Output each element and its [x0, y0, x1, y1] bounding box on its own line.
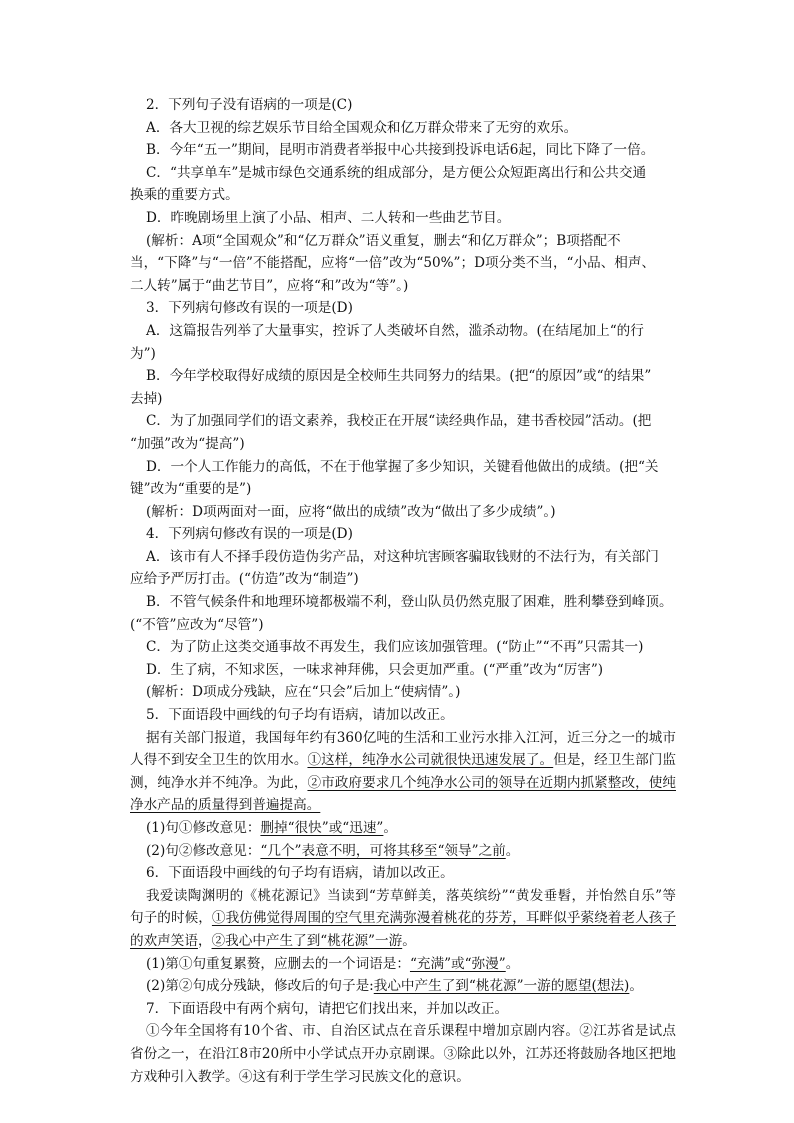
q6-answer-2-end: 。	[629, 978, 643, 995]
q7-stem: 7．下面语段中有两个病句，请把它们找出来，并加以改正。	[146, 1000, 509, 1017]
q5-underlined-sentence-1: ①这样，纯净水公司就很快迅速发展了。	[307, 752, 554, 769]
q3-option-b-line2: 去掉)	[130, 390, 163, 407]
q2-explanation-line1: (解析：A项“全国观众”和“亿万群众”语义重复，删去“和亿万群众”；B项搭配不	[146, 232, 621, 249]
q3-option-d-line2: 键”改为“重要的是”)	[130, 481, 252, 498]
q4-option-a-line2: 应给予严厉打击。(“仿造”改为“制造”)	[130, 571, 359, 588]
q6-passage-text-b: ，	[197, 932, 212, 949]
q3-option-b-line1: B．今年学校取得好成绩的原因是全校师生共同努力的结果。(把“的原因”或“的结果”	[146, 368, 652, 385]
q3-option-a-line2: 为”)	[130, 345, 156, 362]
q6-answer-1	[130, 953, 676, 976]
q6-answer-2-label: (2)第②句成分残缺，修改后的句子是:	[146, 978, 374, 995]
q2-stem: 2．下列句子没有语病的一项是(C)	[146, 97, 353, 113]
q2-option-d: D．昨晚剧场里上演了小品、相声、二人转和一些曲艺节目。	[146, 209, 511, 226]
q6-passage-text-c: 。	[402, 932, 416, 949]
q7-passage: ①今年全国将有10个省、市、自治区试点在音乐课程中增加京剧内容。②江苏省是试点省份之一，在沿江8市20所中小学试点开办京剧课。③除此以外，江苏还将鼓励各地区把地方戏种引入教学。④这有利于学生学习民族文化的意识。	[130, 1023, 676, 1085]
q3-option-d-line1: D．一个人工作能力的高低，不在于他掌握了多少知识，关键看他做出的成绩。(把“关	[146, 458, 659, 475]
q6-answer-1-end: 。	[505, 955, 520, 972]
q5-answer-2-text: “几个”表意不明，可将其移至“领导”之前	[260, 842, 506, 859]
q3-stem: 3．下列病句修改有误的一项是(D)	[146, 300, 353, 317]
q6-passage	[130, 885, 676, 953]
q2-option-c-line1: C．“共享单车”是城市绿色交通系统的组成部分，是方便公众短距离出行和公共交通	[146, 164, 647, 181]
q3-option-c-line1: C．为了加强同学们的语文素养，我校正在开展“读经典作品，建书香校园”活动。(把	[146, 413, 652, 430]
q5-answer-2-label: (2)句②修改意见：	[146, 842, 261, 859]
q6-underlined-sentence-1: ①我仿佛觉得周围的空气里充满弥漫着桃花的芬芳，耳畔似乎萦绕着老人孩子的欢声笑语	[130, 910, 677, 949]
q2-explanation-line3: 二人转”属于“曲艺节目”，应将“和”改为“等”。)	[130, 277, 409, 294]
q2-option-a: A．各大卫视的综艺娱乐节目给全国观众和亿万群众带来了无穷的欢乐。	[146, 119, 578, 136]
q5-stem: 5．下面语段中画线的句子均有语病，请加以改正。	[146, 707, 454, 724]
q4-stem: 4．下列病句修改有误的一项是(D)	[146, 526, 353, 543]
q3-option-a-line1: A．这篇报告列举了大量事实，控诉了人类破坏自然，滥杀动物。(在结尾加上“的行	[146, 322, 644, 339]
q6-answer-2-text: 我心中产生了到“桃花源”一游的愿望(想法)	[373, 978, 630, 995]
q4-option-b-line2: (“不管”应改为“尽管”)	[130, 616, 264, 633]
q6-passage-text-a: 我爱读陶渊明的《桃花源记》当读到“芳草鲜美，落英缤纷”“黄发垂髫，并怡然自乐”等句子的时候，	[130, 887, 676, 927]
q4-option-d: D．生了病，不知求医，一味求神拜佛，只会更加严重。(“严重”改为“厉害”)	[146, 661, 604, 678]
q4-option-b-line1: B．不管气候条件和地理环境都极端不利，登山队员仍然克服了困难，胜利攀登到峰顶。	[146, 594, 673, 611]
q4-explanation: (解析：D项成分残缺，应在“只会”后加上“使病情”。)	[146, 684, 461, 701]
q3-option-c-line2: “加强”改为“提高”)	[130, 435, 245, 452]
q5-answer-1-text: 删掉“很快”或“迅速”	[260, 820, 384, 836]
q6-answer-2	[130, 975, 676, 998]
q2-explanation-line2: 当，“下降”与“一倍”不能搭配，应将“一倍”改为“50%”；D项分类不当，“小品、相声、	[130, 255, 656, 272]
q6-answer-1-label: (1)第①句重复累赘，应删去的一个词语是：	[146, 955, 410, 972]
q2-option-c-line2: 换乘的重要方式。	[130, 187, 239, 204]
q5-passage	[130, 727, 676, 817]
q5-underlined-sentence-2: ②市政府要求几个纯净水公司的领导在近期内抓紧整改，使纯净水产品的质量得到普遍提高。	[130, 774, 676, 814]
document-body	[130, 94, 676, 1088]
q5-answer-1-label: (1)句①修改意见：	[146, 820, 261, 836]
q5-answer-2-end: 。	[505, 842, 520, 859]
q3-explanation: (解析：D项两面对一面，应将“做出的成绩”改为“做出了多少成绩”。)	[146, 503, 556, 520]
q4-option-a-line1: A．该市有人不择手段仿造伪劣产品，对这种坑害顾客骗取钱财的不法行为，有关部门	[146, 548, 659, 565]
q5-answer-1-end: 。	[383, 820, 397, 836]
q6-stem: 6．下面语段中画线的句子均有语病，请加以改正。	[146, 865, 454, 882]
q5-answer-1	[130, 817, 676, 840]
q5-passage-text-a: 据有关部门报道，我国每年约有360亿吨的生活和工业污水排入江河，近三分之一的城市人得不到安全卫生的饮用水。	[130, 729, 676, 769]
q5-passage-text-b: 但是，经卫生部门监测，纯净水并不纯净。为此，	[130, 752, 677, 791]
q6-underlined-sentence-2: ②我心中产生了到“桃花源”一游	[211, 932, 403, 949]
q6-answer-1-text: “充满”或“弥漫”	[409, 955, 506, 972]
q4-option-c: C．为了防止这类交通事故不再发生，我们应该加强管理。(“防止”“不再”只需其一)	[146, 639, 644, 656]
q2-option-b: B．今年“五一”期间，昆明市消费者举报中心共接到投诉电话6起，同比下降了一倍。	[146, 142, 655, 159]
q5-answer-2	[130, 840, 676, 863]
